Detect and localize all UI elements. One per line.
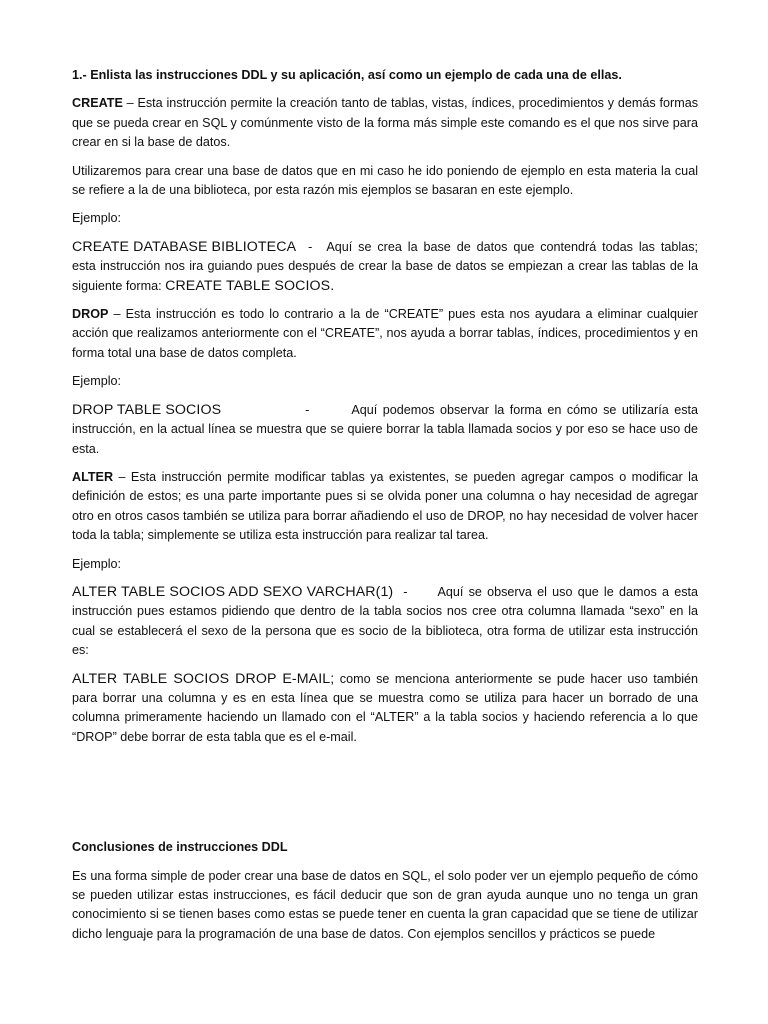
create-example-code: CREATE DATABASE BIBLIOTECA xyxy=(72,238,297,255)
drop-example-explanation: instrucción, en la actual línea se muestra que se quiere borrar la tabla llamada socios y por eso se hace uso de esta. xyxy=(72,422,698,456)
alter-example-explanation: instrucción pues estamos pidiendo que dentro de la tabla socios nos cree otra columna llamada “sexo” en la cual se establecerá el sexo de la persona que es socio de la biblioteca, otra forma de utilizar esta instrucción es: xyxy=(72,604,698,658)
drop-description: – Esta instrucción es todo lo contrario a la de “CREATE” pues esta nos ayudara a eliminar cualquier acción que realizamos anteriormente con el “CREATE”, nos ayuda a borrar tablas, índices, procedimientos y en forma total una base de datos completa. xyxy=(72,307,698,360)
alter-example-2-paragraph xyxy=(72,670,698,748)
create-example-dash: - xyxy=(308,239,313,254)
drop-paragraph xyxy=(72,305,698,363)
document-body xyxy=(72,66,698,953)
drop-term: DROP xyxy=(72,307,109,322)
create-example-label: Ejemplo: xyxy=(72,211,121,226)
create-example-line xyxy=(72,238,698,257)
create-example-code-2: CREATE TABLE SOCIOS. xyxy=(165,277,335,294)
create-term: CREATE xyxy=(72,96,123,111)
alter-description: – Esta instrucción permite modificar tablas ya existentes, se pueden agregar campos o modificar la definición de estos; es una parte importante pues si se olvida poner una columna o hay necesidad de agregar otro en otros casos también se utiliza para borrar añadiendo el uso de DROP, no hay necesidad de volver hacer toda la tabla; simplemente se utiliza esta instrucción para realizar tal tarea. xyxy=(72,469,698,543)
alter-term: ALTER xyxy=(72,469,114,484)
create-context-paragraph: Utilizaremos para crear una base de datos que en mi caso he ido poniendo de ejemplo en esta materia la cual se refiere a la de una biblioteca, por esta razón mis ejemplos se basaran en este ejemplo. xyxy=(72,163,698,198)
create-description: – Esta instrucción permite la creación tanto de tablas, vistas, índices, procedimientos y demás formas que se pueda crear en SQL y comúnmente visto de la forma más simple este comando es el que nos sirve para crear en si la base de datos. xyxy=(72,96,698,150)
drop-example-code: DROP TABLE SOCIOS xyxy=(72,401,222,418)
alter-paragraph xyxy=(72,468,698,546)
create-example-explanation xyxy=(72,257,698,296)
create-paragraph xyxy=(72,94,698,152)
alter-example-dash: - xyxy=(403,584,408,599)
alter-example-label: Ejemplo: xyxy=(72,556,121,571)
alter-example-code-2: ALTER TABLE SOCIOS DROP E-MAIL; xyxy=(72,670,335,687)
alter-example-first-line: Aquí se observa el uso que le damos a esta xyxy=(437,584,698,599)
question-heading: 1.- Enlista las instrucciones DDL y su aplicación, así como un ejemplo de cada una de ellas. xyxy=(72,68,622,82)
alter-example-code: ALTER TABLE SOCIOS ADD SEXO VARCHAR(1) xyxy=(72,583,394,600)
alter-example-line xyxy=(72,583,698,602)
drop-example-dash: - xyxy=(305,402,310,417)
blank-space xyxy=(72,756,698,838)
create-example-first-line: Aquí se crea la base de datos que contendrá todas las tablas; xyxy=(326,239,698,254)
conclusions-paragraph: Es una forma simple de poder crear una base de datos en SQL, el solo poder ver un ejemplo pequeño de cómo se pueden utilizar estas instrucciones, es fácil deducir que son de gran ayuda aunque uno no tenga un gran conocimiento si se tienen bases como estas se puede tener en cuenta la gran capacidad que se tiene de utilizar dicho lenguaje para la programación de una base de datos. Con ejemplos sencillos y prácticos se puede xyxy=(72,868,698,941)
alter-example-2-text: como se menciona anteriormente se pude hacer uso también para borrar una columna y es en esta línea que se muestra como se utiliza para hacer un borrado de una columna primeramente haciendo un llamado con el “ALTER” a la tabla socios y haciendo referencia a lo que “DROP” debe borrar de esta tabla que es el e-mail. xyxy=(72,671,699,744)
conclusions-title: Conclusiones de instrucciones DDL xyxy=(72,840,288,855)
drop-example-label: Ejemplo: xyxy=(72,374,121,389)
create-example-rest: esta instrucción nos ira guiando pues después de crear la base de datos se empiezan a crear las tablas de la siguiente forma: xyxy=(72,259,698,293)
drop-example-first-line: Aquí podemos observar la forma en cómo se utilizaría esta xyxy=(351,402,698,417)
drop-example-line xyxy=(72,401,698,420)
